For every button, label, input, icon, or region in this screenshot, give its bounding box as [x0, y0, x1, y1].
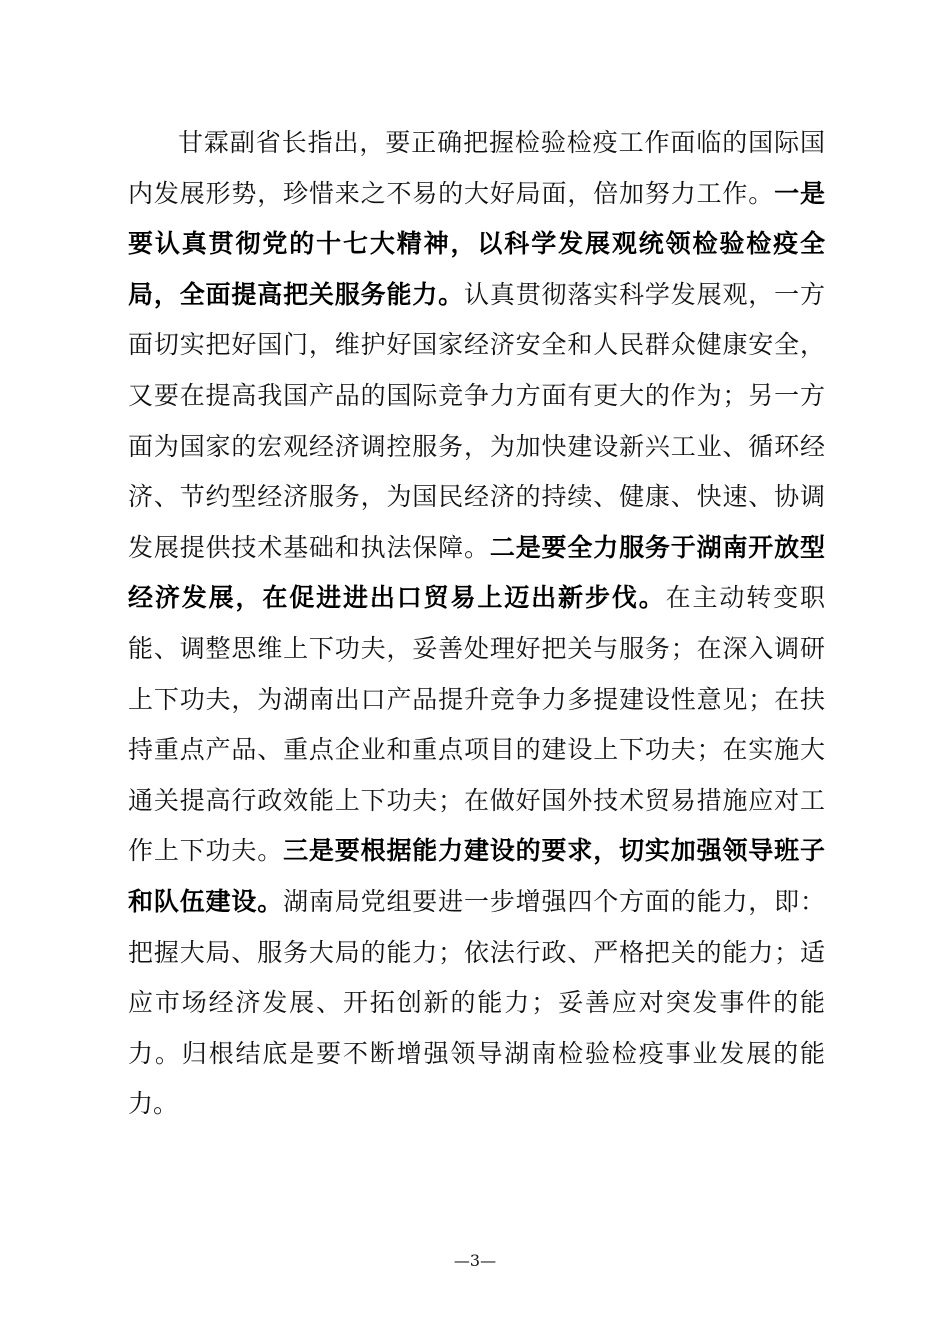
- point-three-text: 湖南局党组要进一步增强四个方面的能力，即：把握大局、服务大局的能力；依法行政、严格把关的能力；适应市场经济发展、开拓创新的能力；妥善应对突发事件的能力。归根结底是要不断增强领导湖南检验检疫事业发展的能力。: [128, 886, 825, 1119]
- point-one-text: 认真贯彻落实科学发展观，一方面切实把好国门，维护好国家经济安全和人民群众健康安全，又要在提高我国产品的国际竞争力方面有更大的作为；另一方面为国家的宏观经济调控服务，为加快建设新兴工业、循环经济、节约型经济服务，为国民经济的持续、健康、快速、协调发展提供技术基础和执法保障。: [128, 279, 825, 562]
- body-paragraph: [128, 118, 825, 1130]
- page-number: —3—: [453, 1251, 497, 1270]
- point-two-text: 在主动转变职能、调整思维上下功夫，妥善处理好把关与服务；在深入调研上下功夫，为湖南出口产品提升竞争力多提建设性意见；在扶持重点产品、重点企业和重点项目的建设上下功夫；在实施大通关提高行政效能上下功夫；在做好国外技术贸易措施应对工作上下功夫。: [128, 583, 825, 866]
- paragraph-intro: 甘霖副省长指出，要正确把握检验检疫工作面临的国际国内发展形势，珍惜来之不易的大好局面，倍加努力工作。: [128, 128, 825, 208]
- point-one-heading: 一是要认真贯彻党的十七大精神，以科学发展观统领检验检疫全局，全面提高把关服务能力。: [128, 178, 825, 309]
- point-three-heading: 三是要根据能力建设的要求，切实加强领导班子和队伍建设。: [128, 836, 825, 916]
- point-two-heading: 二是要全力服务于湖南开放型经济发展，在促进进出口贸易上迈出新步伐。: [128, 532, 825, 613]
